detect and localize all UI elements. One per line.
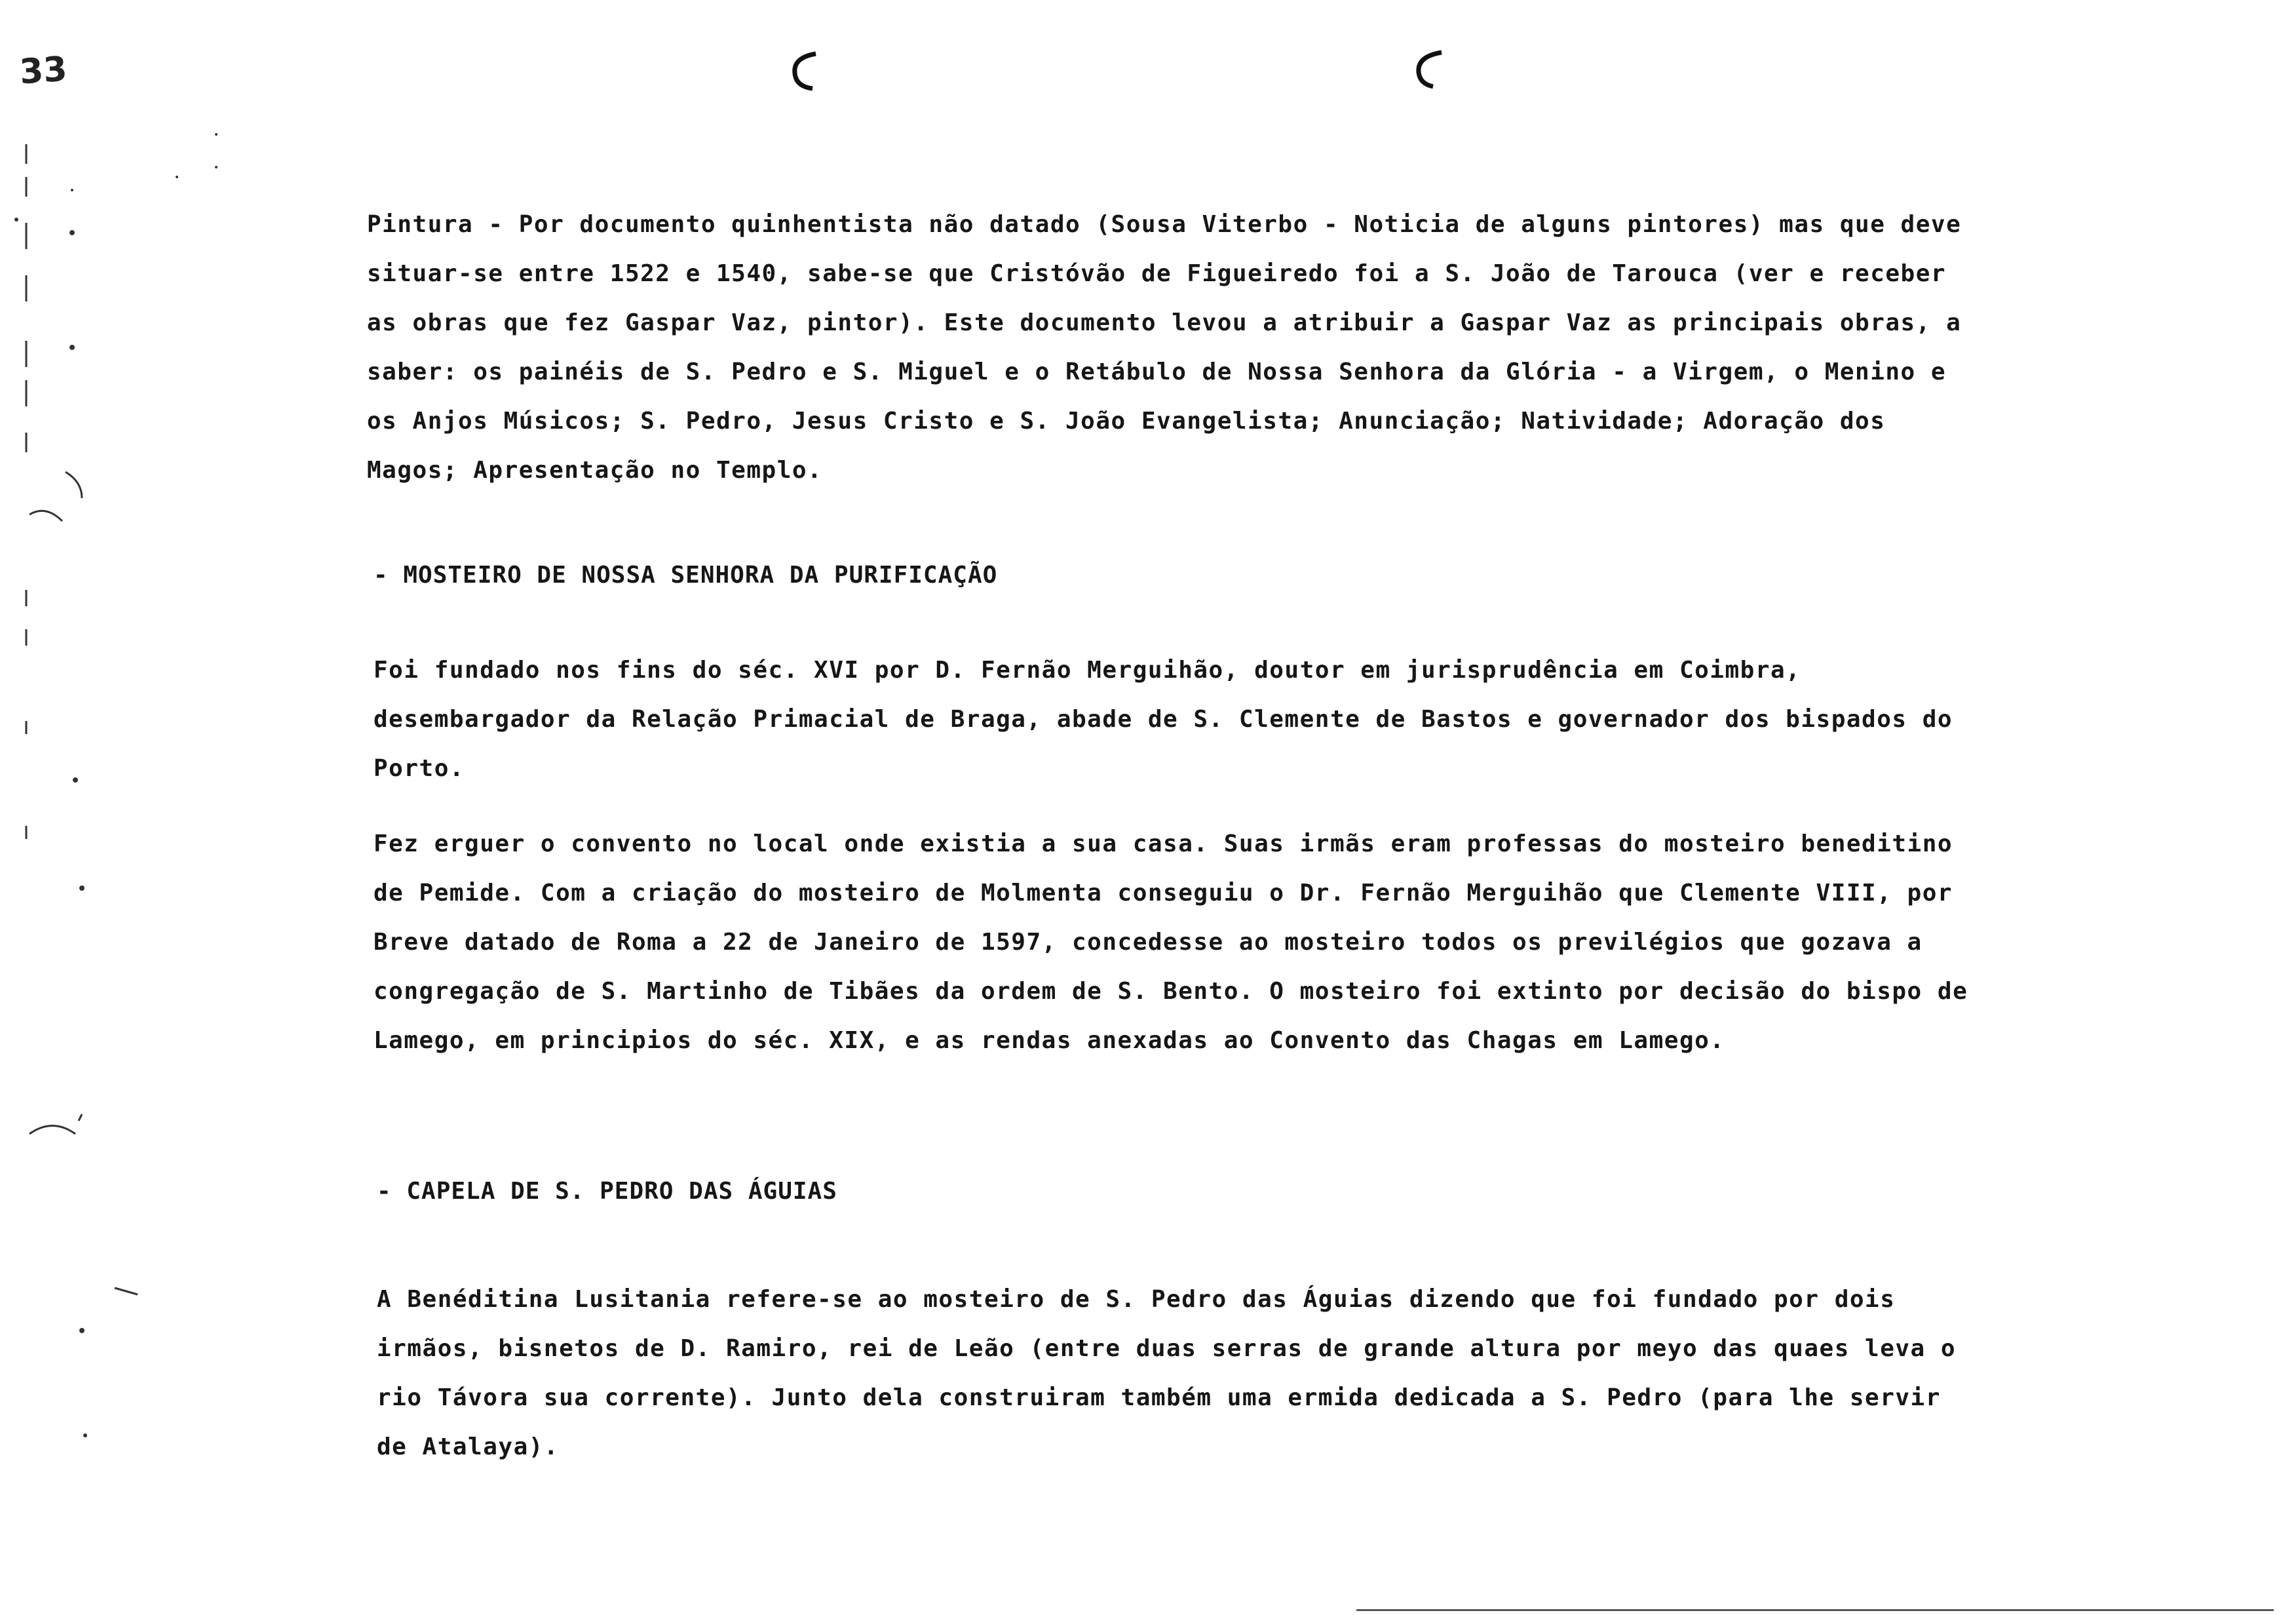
punch-hole-mark-right	[1406, 46, 1451, 98]
paragraph-mosteiro-fundacao: Foi fundado nos fins do séc. XVI por D. Fernão Merguihão, doutor em jurisprudência em Coimbra, desembargador da Relação Primacial de Braga, abade de S. Clemente de Bastos e governador dos bispados do Porto.	[373, 657, 1953, 782]
heading-mosteiro: - MOSTEIRO DE NOSSA SENHORA DA PURIFICAÇÃO	[373, 562, 998, 589]
heading-capela: - CAPELA DE S. PEDRO DAS ÁGUIAS	[377, 1178, 837, 1205]
page-number: 33	[18, 49, 69, 92]
margin-scan-marks	[0, 0, 223, 1615]
paragraph-capela: A Benéditina Lusitania refere-se ao mosteiro de S. Pedro das Águias dizendo que foi fundado por dois irmãos, bisnetos de D. Ramiro, rei de Leão (entre duas serras de grande altura por meyo das quaes leva o rio Távora sua corrente). Junto dela construiram também uma ermida dedicada a S. Pedro (para lhe servir de Atalaya).	[377, 1286, 1957, 1460]
punch-hole-mark-left	[783, 46, 829, 98]
bottom-edge-line	[1356, 1609, 2274, 1611]
paragraph-mosteiro-historia: Fez erguer o convento no local onde existia a sua casa. Suas irmãs eram professas do mosteiro beneditino de Pemide. Com a criação do mosteiro de Molmenta conseguiu o Dr. Fernão Merguihão que Clemente VIII, por Breve datado de Roma a 22 de Janeiro de 1597, concedesse ao mosteiro todos os previlégios que gozava a congregação de S. Martinho de Tibães da ordem de S. Bento. O mosteiro foi extinto por decisão do bispo de Lamego, em principios do séc. XIX, e as rendas anexadas ao Convento das Chagas em Lamego.	[373, 830, 1968, 1054]
paragraph-pintura: Pintura - Por documento quinhentista não datado (Sousa Viterbo - Noticia de alguns pintores) mas que deve situar-se entre 1522 e 1540, sabe-se que Cristóvão de Figueiredo foi a S. João de Tarouca (ver e receber as obras que fez Gaspar Vaz, pintor). Este documento levou a atribuir a Gaspar Vaz as principais obras, a saber: os painéis de S. Pedro e S. Miguel e o Retábulo de Nossa Senhora da Glória - a Virgem, o Menino e os Anjos Músicos; S. Pedro, Jesus Cristo e S. João Evangelista; Anunciação; Natividade; Adoração dos Magos; Apresentação no Templo.	[367, 211, 1962, 484]
